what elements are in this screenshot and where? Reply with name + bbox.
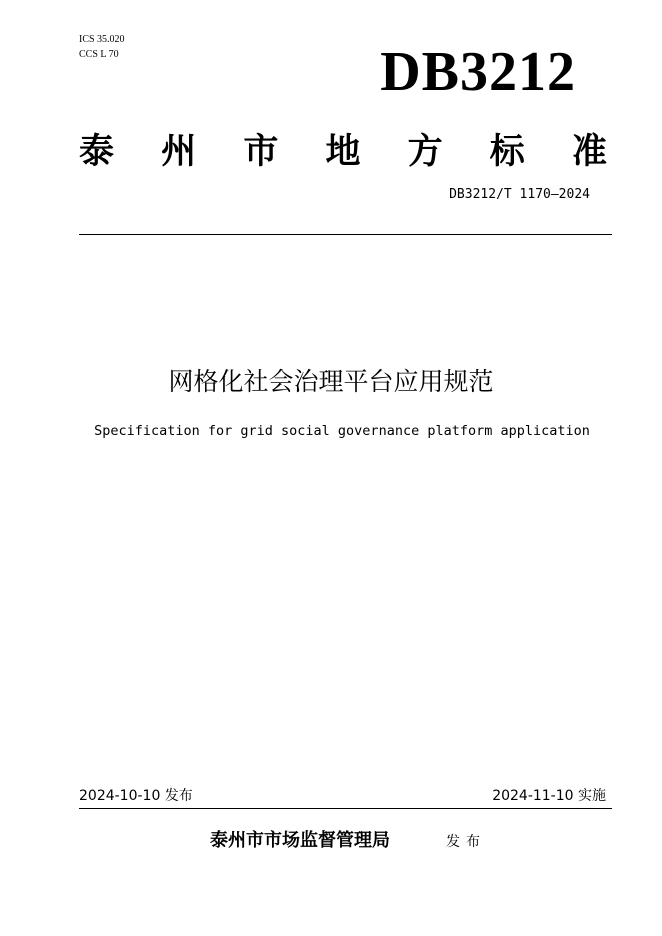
ccs-code: CCS L 70 <box>79 49 119 60</box>
standard-type-char: 市 <box>243 131 279 172</box>
standard-prefix-code: DB3212 <box>380 41 576 103</box>
ics-code: ICS 35.020 <box>79 34 125 45</box>
document-title-english: Specification for grid social governance platform application <box>94 423 590 439</box>
standard-type-char: 地 <box>325 131 361 172</box>
standard-type-char: 州 <box>161 131 197 172</box>
standard-number: DB3212/T 1170—2024 <box>449 187 590 202</box>
implementation-date: 2024-11-10 实施 <box>492 788 606 804</box>
standard-type-char: 方 <box>407 131 443 172</box>
standard-type-char: 泰 <box>79 131 115 172</box>
document-title-chinese: 网格化社会治理平台应用规范 <box>168 367 494 396</box>
standard-type-char: 标 <box>489 131 525 172</box>
issue-date: 2024-10-10 发布 <box>79 788 193 804</box>
header-divider <box>79 234 612 235</box>
footer-divider <box>79 808 612 809</box>
standard-type-char: 准 <box>571 131 607 172</box>
standard-type-title <box>79 130 607 174</box>
issue-label: 发布 <box>446 834 486 850</box>
issuing-authority: 泰州市市场监督管理局 <box>210 830 390 851</box>
